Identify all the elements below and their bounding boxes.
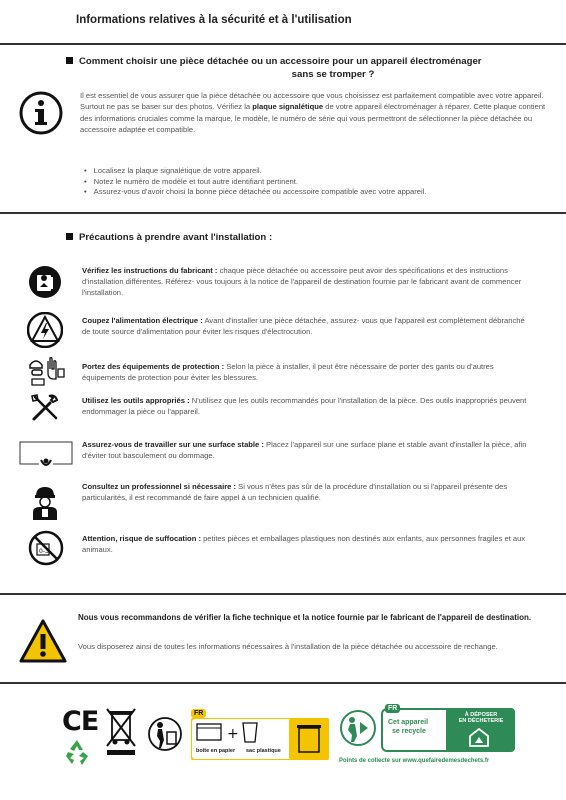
recommendation-text: Vous disposerez ainsi de toutes les informations nécessaires à l'installation de la pièce détachée ou accessoire de rechange. xyxy=(78,642,498,651)
svg-text:+: + xyxy=(227,726,239,742)
recycling-center-icon xyxy=(466,726,492,748)
list-item: • Localisez la plaque signalétique de votre appareil. xyxy=(84,166,544,177)
nameplate-highlight: plaque signalétique xyxy=(252,102,324,112)
suffocation-warning-icon xyxy=(28,530,64,566)
recycle-icon xyxy=(62,738,92,766)
list-item: • Notez le numéro de modèle et tout autre identifiant pertinent. xyxy=(84,177,544,188)
collection-points-link[interactable]: Points de collecte sur www.quefairedemesdechets.fr xyxy=(339,758,490,764)
precaution-suffocation: Attention, risque de suffocation : petites pièces et emballages plastiques non destinés aux enfants, aux personnes fragiles et aux animaux. xyxy=(82,534,526,555)
deposit-line2: EN DÉCHETERIE xyxy=(458,718,504,724)
divider xyxy=(0,212,566,214)
fr-badge: FR xyxy=(191,709,206,718)
recycle-line2: se recycle xyxy=(392,728,426,735)
disposal-person-icon xyxy=(148,714,182,754)
electric-hazard-icon xyxy=(27,312,63,348)
divider xyxy=(0,593,566,595)
square-bullet-icon xyxy=(66,57,73,64)
deposit-line1: À DÉPOSER xyxy=(464,712,498,718)
info-icon xyxy=(18,90,64,136)
section1-paragraph: Il est essentiel de vous assurer que la pièce détachée ou accessoire que vous choisissez est parfaitement compatible avec votre appareil. Surtout ne pas se baser sur des photos. Vérifiez la plaque signalétique de votre appareil électroménager à réparer. Cette plaque contient des informations cruciales comme la marque, le modèle, le numéro de série qui vous permettront de sélectionner la pièce détachée ou accessoire adaptée et compatible. xyxy=(80,91,546,135)
stable-surface-icon xyxy=(18,440,74,472)
plastic-label: sac plastique xyxy=(246,748,281,754)
svg-text:0-3: 0-3 xyxy=(39,548,49,555)
manual-icon xyxy=(28,265,62,299)
precaution-tools: Utilisez les outils appropriés : N'utilisez que les outils recommandés pour l'installation de la pièce. Des outils inappropriés peuvent endommager la pièce ou l'appareil. xyxy=(82,396,527,417)
paper-label: boîte en papier xyxy=(196,748,236,754)
page-title: Informations relatives à la sécurité et à l'utilisation xyxy=(76,14,352,26)
divider xyxy=(0,682,566,684)
technician-icon xyxy=(28,484,62,522)
protective-equipment-icon xyxy=(26,355,66,387)
tools-icon xyxy=(29,392,61,424)
recycle-line1: Cet appareil xyxy=(388,719,429,726)
precaution-surface: Assurez-vous de travailler sur une surface stable : Placez l'appareil sur une surface plane et stable avant d'installer la pièce, afin d'éviter tout basculement ou dommage. xyxy=(82,440,527,461)
warning-triangle-icon xyxy=(18,618,68,664)
weee-bin-icon xyxy=(104,706,138,758)
ce-mark: CE xyxy=(62,706,99,737)
precaution-power: Coupez l'alimentation électrique : Avant d'installer une pièce détachée, assurez- vous que l'appareil est complètement débranché de toute source d'alimentation pour éviter les risques d'électrocution. xyxy=(82,316,525,337)
precaution-manufacturer: Vérifiez les instructions du fabricant : chaque pièce détachée ou accessoire peut avoir des spécifications et des instructions d'installation différentes. Référez- vous toujours à la notice de l'appareil de destination fournie par le fabricant avant de commencer l'installation. xyxy=(82,266,522,298)
section-heading-choose-part-line2: sans se tromper ? xyxy=(291,69,375,80)
checklist xyxy=(84,166,544,198)
list-item: • Assurez-vous d'avoir choisi la bonne pièce détachée ou accessoire compatible avec votre appareil. xyxy=(84,187,544,198)
recommendation-title: Nous vous recommandons de vérifier la fiche technique et la notice fournie par le fabricant de l'appareil de destination. xyxy=(78,613,532,622)
fr-badge: FR xyxy=(385,704,400,713)
precaution-professional: Consultez un professionnel si nécessaire : Si vous n'êtes pas sûr de la procédure d'installation ou si l'appareil présente des particularités, il est recommandé de faire appel à un technicien qualifié. xyxy=(82,482,508,503)
section-heading-choose-part: Comment choisir une pièce détachée ou un accessoire pour un appareil électroménager xyxy=(66,55,546,68)
divider xyxy=(0,43,566,45)
square-bullet-icon xyxy=(66,233,73,240)
triman-icon xyxy=(338,708,378,748)
section-heading-precautions: Précautions à prendre avant l'installation : xyxy=(66,231,466,244)
precaution-protection: Portez des équipements de protection : Selon la pièce à installer, il peut être nécessaire de porter des gants ou d'autres équipements de protection pour éviter les blessures. xyxy=(82,362,494,383)
